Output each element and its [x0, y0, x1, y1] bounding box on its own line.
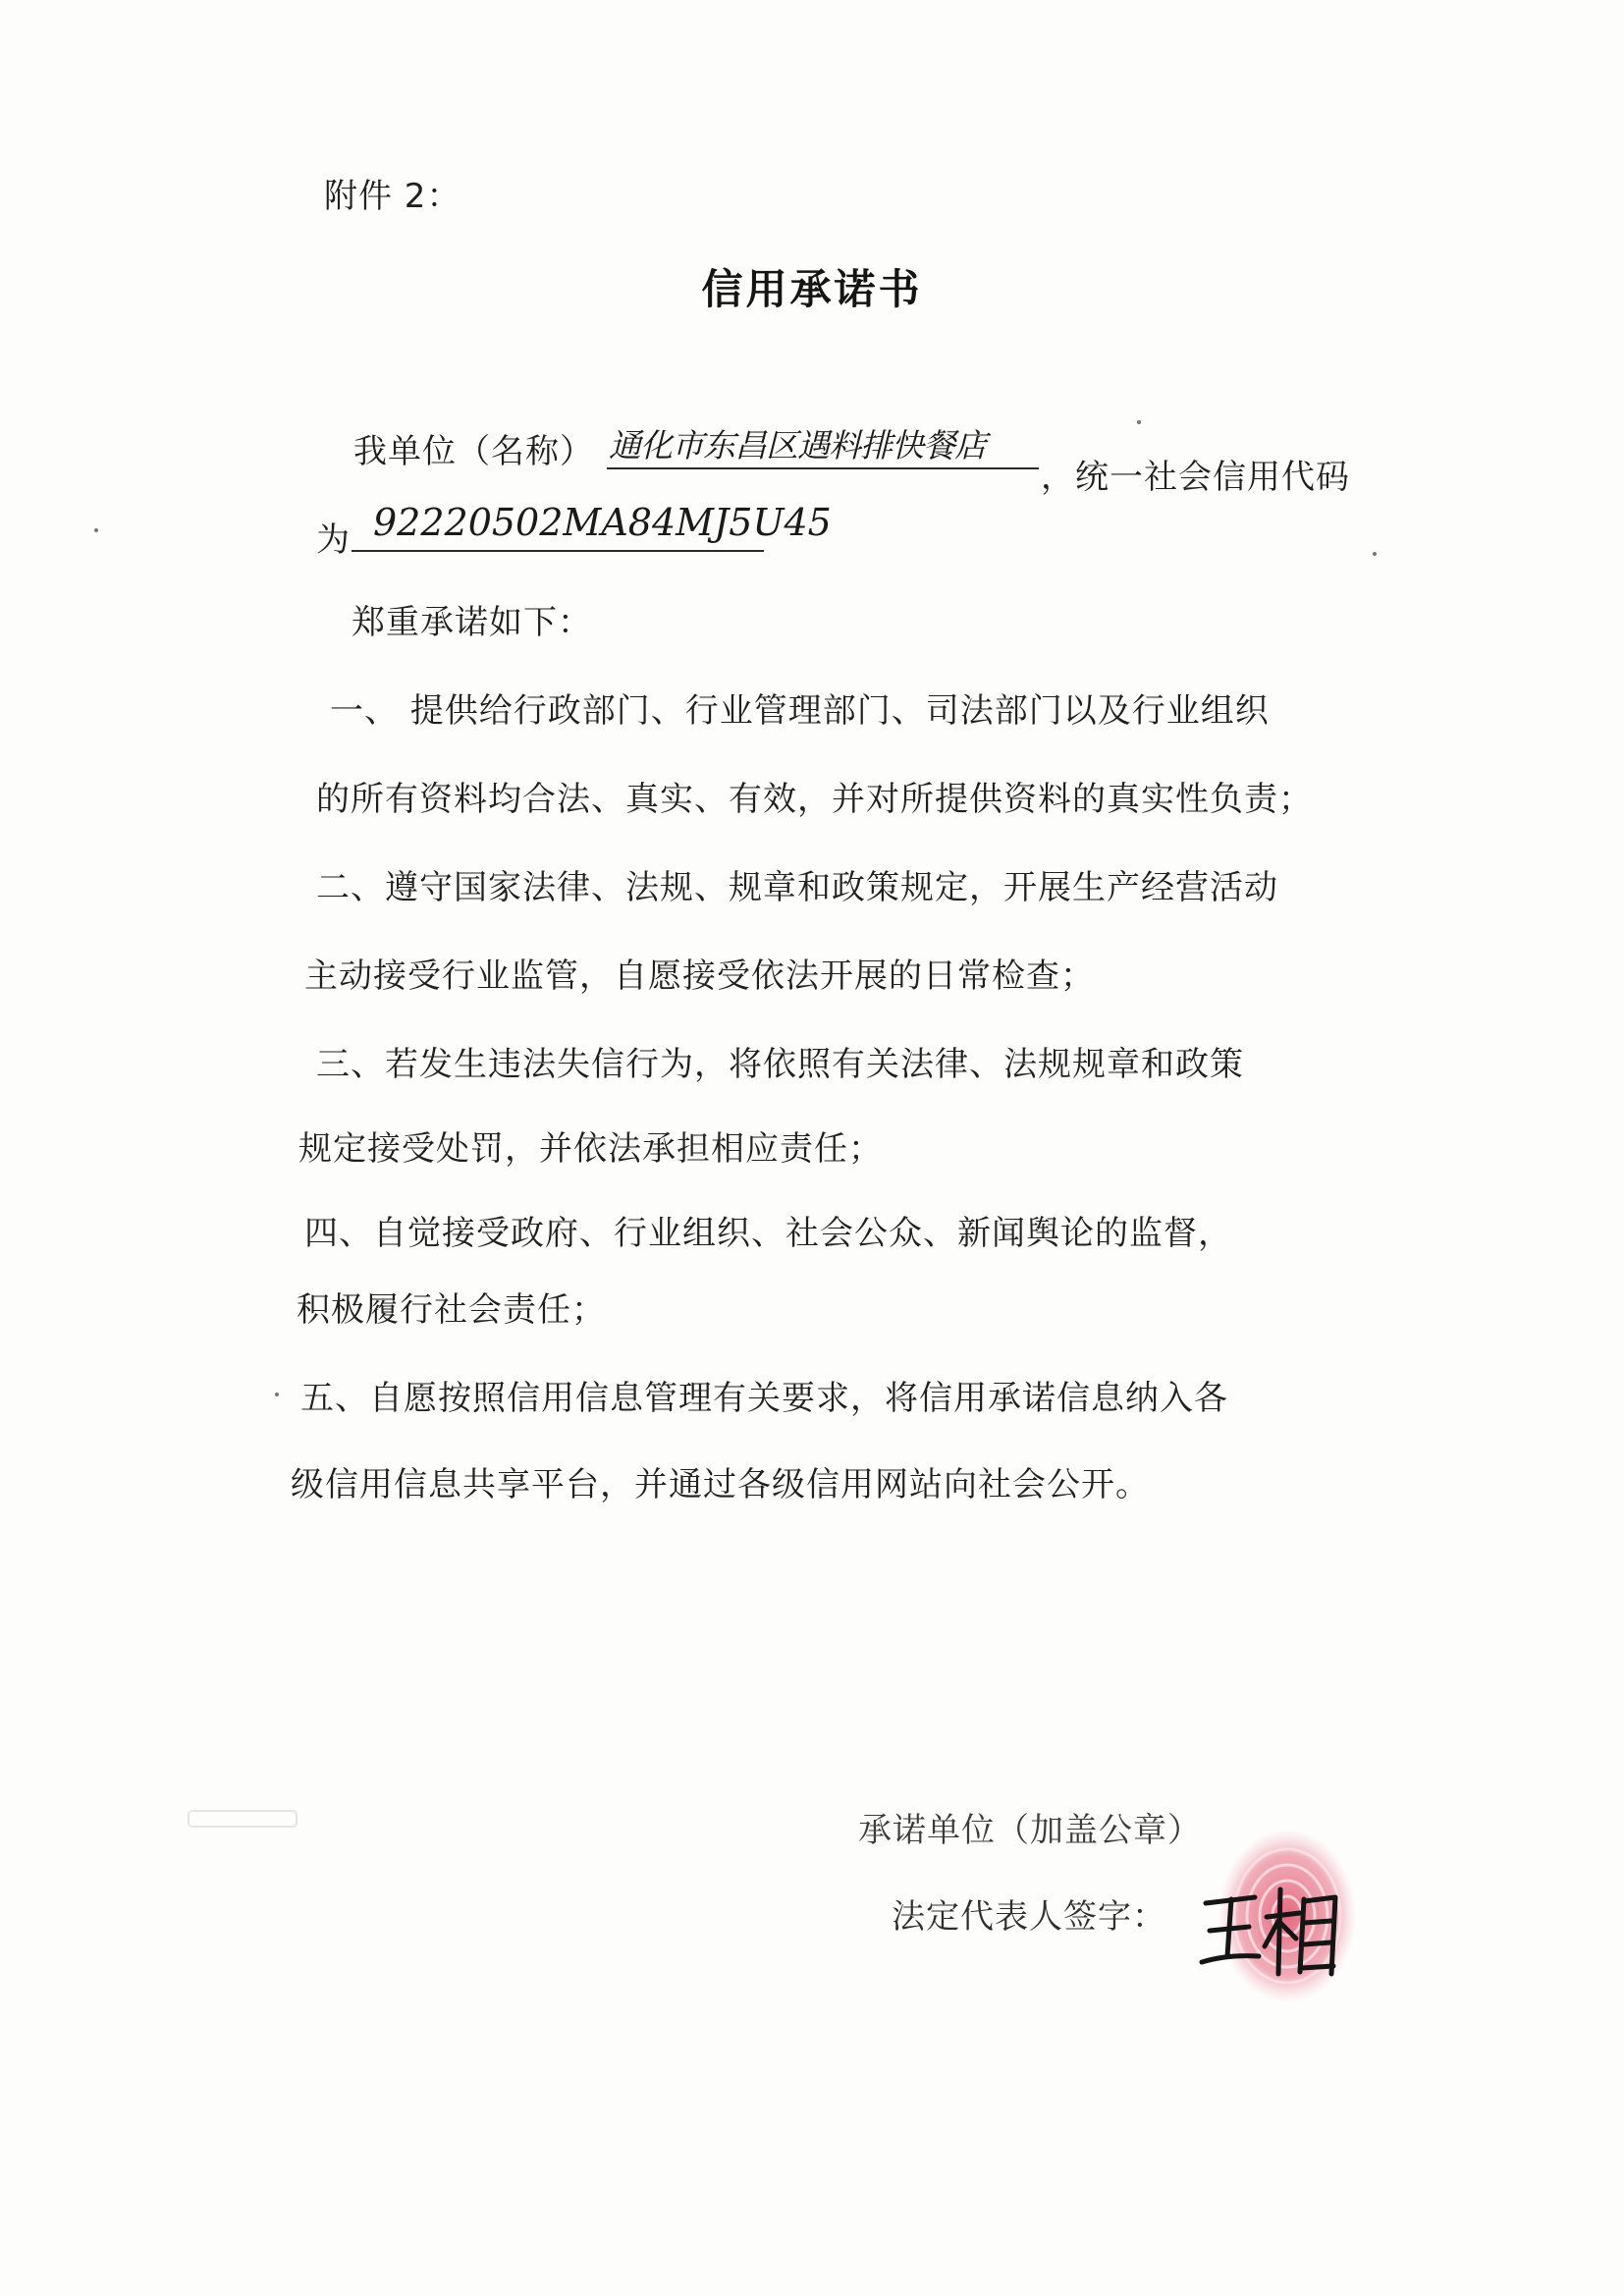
item-3-line-2: 规定接受处罚，并依法承担相应责任； [298, 1129, 883, 1169]
item-2-line-2: 主动接受行业监管，自愿接受依法开展的日常检查； [304, 957, 1095, 996]
faint-scan-mark [187, 1805, 304, 1834]
item-4-line-1: 四、自觉接受政府、行业组织、社会公众、新闻舆论的监督， [304, 1214, 1232, 1253]
unit-name-underline [607, 467, 1039, 469]
scan-dot [1137, 420, 1141, 424]
solemn-promise: 郑重承诺如下： [352, 603, 592, 642]
item-5-line-1: 五、自愿按照信用信息管理有关要求，将信用承诺信息纳入各 [300, 1379, 1228, 1418]
item-3-line-1: 三、若发生违法失信行为，将依照有关法律、法规规章和政策 [316, 1045, 1244, 1084]
promising-unit-label: 承诺单位（加盖公章） [858, 1811, 1202, 1850]
item-5-line-2: 级信用信息共享平台，并通过各级信用网站向社会公开。 [291, 1465, 1150, 1504]
handwritten-signature [1198, 1878, 1355, 1986]
credit-code-underline [352, 550, 764, 552]
legal-rep-label: 法定代表人签字： [892, 1897, 1166, 1937]
credit-code-handwritten: 92220502MA84MJ5U45 [373, 501, 832, 544]
unit-prefix-label: 我单位（名称） [353, 432, 594, 471]
unit-name-handwritten: 通化市东昌区遇料排快餐店 [609, 426, 986, 465]
item-1-line-2: 的所有资料均合法、真实、有效，并对所提供资料的真实性负责； [316, 780, 1313, 819]
attachment-label: 附件 2： [324, 177, 461, 216]
document-title: 信用承诺书 [701, 265, 923, 313]
scan-dot [275, 1393, 279, 1396]
item-1-line-1: 一、 提供给行政部门、行业管理部门、司法部门以及行业组织 [330, 691, 1270, 731]
scan-dot [1373, 552, 1377, 556]
item-4-line-2: 积极履行社会责任； [297, 1290, 606, 1330]
credit-code-label: ，统一社会信用代码 [1041, 458, 1350, 497]
scan-dot [94, 528, 98, 532]
item-2-line-1: 二、遵守国家法律、法规、规章和政策规定，开展生产经营活动 [316, 868, 1278, 907]
for-label: 为 [316, 520, 351, 560]
